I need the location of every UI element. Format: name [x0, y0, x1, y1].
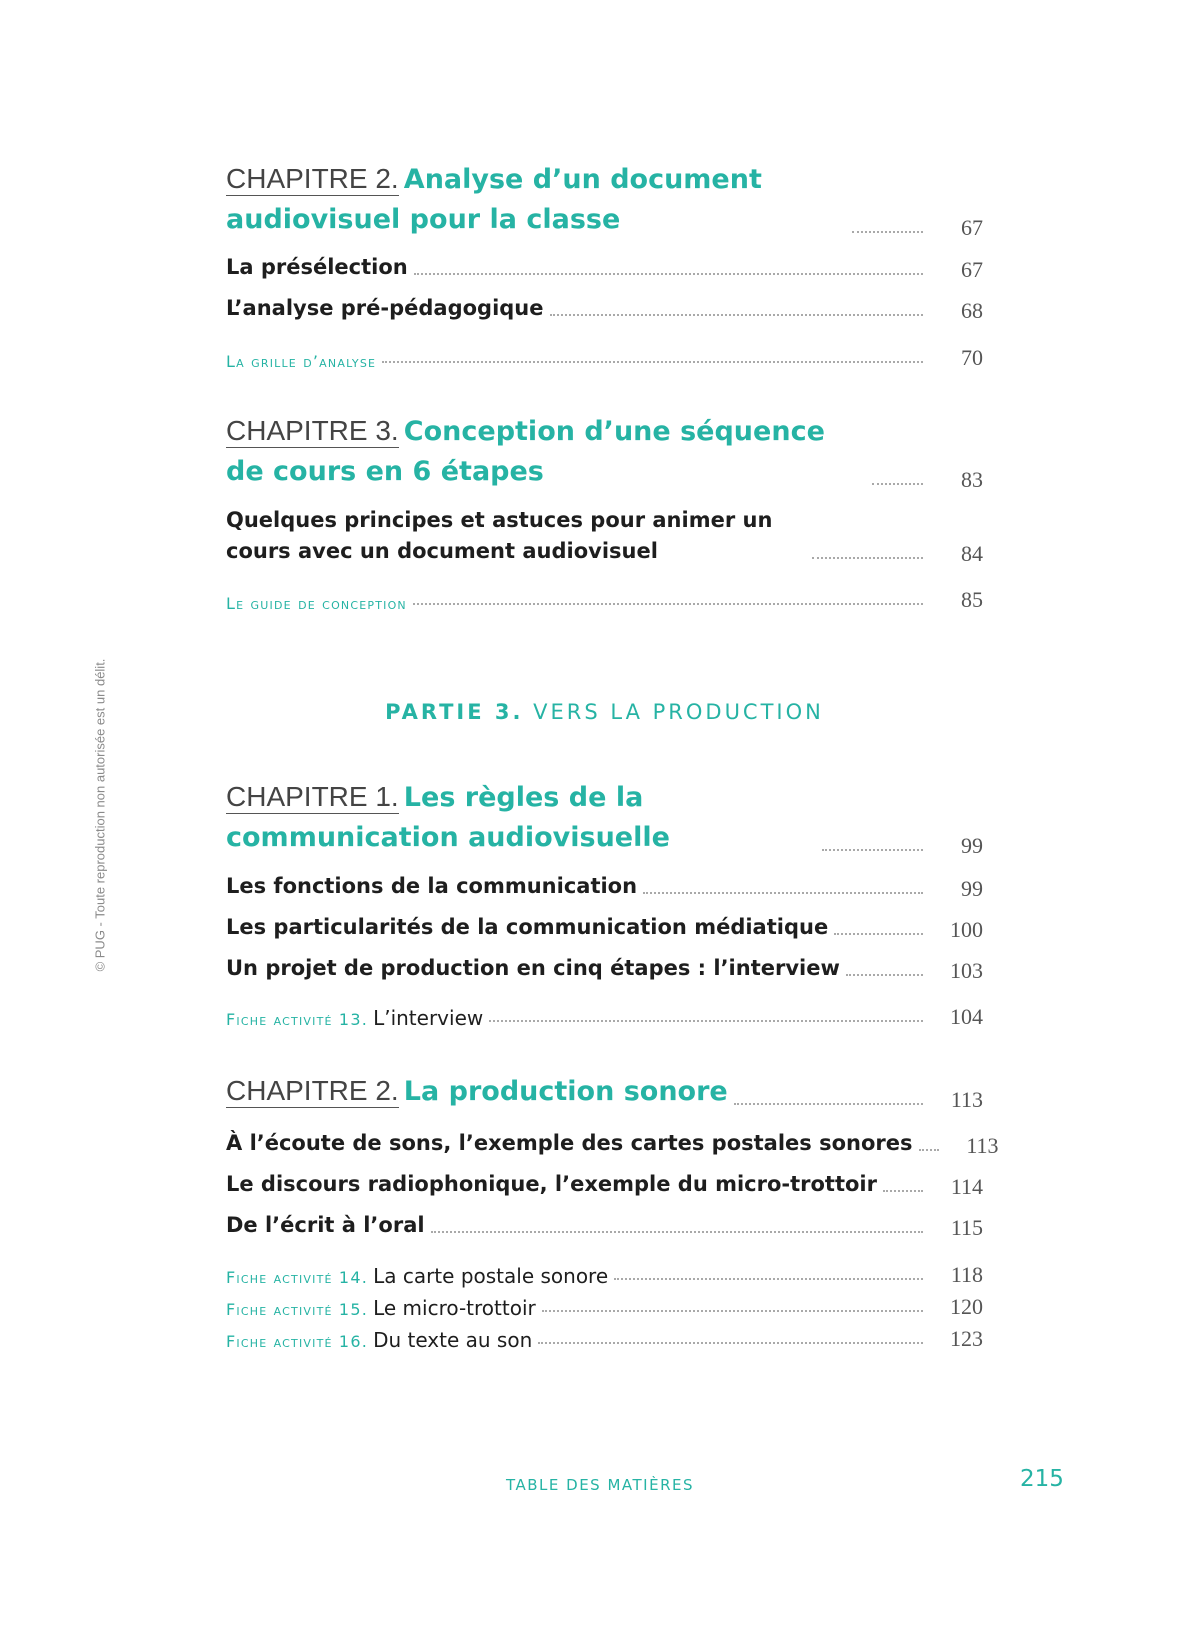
page-number: 103	[950, 958, 983, 983]
dot-leader	[431, 1231, 923, 1233]
page-number: 120	[950, 1294, 983, 1319]
toc-entry-section[interactable]	[226, 293, 983, 324]
dot-leader	[872, 483, 923, 485]
page-number: 68	[961, 298, 983, 323]
section-title: Les particularités de la communication médiatique	[226, 915, 829, 939]
tool-title: Le guide de conception	[226, 594, 407, 613]
toc-entry-section[interactable]	[226, 1169, 983, 1200]
dot-leader	[614, 1278, 923, 1280]
activity-prefix: Fiche activité 14.	[226, 1268, 368, 1287]
page-number: 84	[961, 541, 983, 566]
part-number: PARTIE 3.	[385, 700, 524, 724]
page-number: 67	[961, 257, 983, 282]
toc-entry-chapter[interactable]	[226, 778, 983, 859]
tool-title: La grille d’analyse	[226, 352, 377, 371]
toc-entry-activity[interactable]	[226, 1326, 983, 1352]
dot-leader	[822, 849, 923, 851]
toc-entry-section[interactable]	[226, 505, 983, 567]
dot-leader	[846, 974, 923, 976]
page-number: 114	[950, 1174, 983, 1199]
section-title: La présélection	[226, 255, 408, 279]
dot-leader	[919, 1149, 939, 1151]
page-number: 113	[950, 1087, 983, 1112]
page-number: 115	[950, 1215, 983, 1240]
dot-leader	[643, 892, 923, 894]
chapter-prefix: CHAPITRE 2.	[226, 1075, 399, 1106]
dot-leader	[734, 1103, 923, 1105]
page-number: 85	[961, 587, 983, 612]
section-title: Le discours radiophonique, l’exemple du micro-trottoir	[226, 1172, 877, 1196]
toc-entry-activity[interactable]	[226, 1262, 983, 1288]
chapter-prefix: CHAPITRE 1.	[226, 781, 399, 812]
activity-prefix: Fiche activité 13.	[226, 1010, 368, 1029]
toc-entry-section[interactable]	[226, 1128, 999, 1159]
page-number: 104	[950, 1004, 983, 1029]
toc-entry-section[interactable]	[226, 1210, 983, 1241]
dot-leader	[834, 933, 923, 935]
toc-entry-section[interactable]	[226, 912, 983, 943]
dot-leader	[812, 557, 923, 559]
chapter-title: Analyse d’un document audiovisuel pour la classe	[226, 164, 762, 235]
toc-entry-section[interactable]	[226, 953, 983, 984]
toc-entry-activity[interactable]	[226, 1004, 983, 1030]
dot-leader	[414, 273, 923, 275]
toc-entry-tool[interactable]	[226, 587, 983, 613]
page-number: 70	[961, 345, 983, 370]
page-number: 99	[961, 833, 983, 858]
page-number: 118	[950, 1262, 983, 1287]
copyright-notice: © PUG - Toute reproduction non autorisée est un délit.	[92, 658, 108, 972]
toc-entry-tool[interactable]	[226, 345, 983, 371]
page-number: 113	[966, 1133, 999, 1158]
dot-leader	[382, 361, 923, 363]
dot-leader	[542, 1310, 923, 1312]
page-number: 67	[961, 215, 983, 240]
section-title: Un projet de production en cinq étapes : l’interview	[226, 956, 840, 980]
section-title: L’analyse pré-pédagogique	[226, 296, 544, 320]
activity-title: L’interview	[373, 1006, 484, 1030]
activity-prefix: Fiche activité 15.	[226, 1300, 368, 1319]
activity-title: Du texte au son	[373, 1328, 533, 1352]
section-title: Les fonctions de la communication	[226, 874, 638, 898]
toc-entry-section[interactable]	[226, 871, 983, 902]
dot-leader	[413, 603, 923, 605]
page-number: 99	[961, 876, 983, 901]
activity-prefix: Fiche activité 16.	[226, 1332, 368, 1351]
toc-entry-chapter[interactable]	[226, 1072, 983, 1113]
dot-leader	[489, 1020, 923, 1022]
toc-entry-section[interactable]	[226, 252, 983, 283]
chapter-prefix: CHAPITRE 3.	[226, 415, 399, 446]
section-title: Quelques principes et astuces pour animer un cours avec un document audiovisuel	[226, 508, 773, 563]
dot-leader	[883, 1190, 923, 1192]
part-title: VERS LA PRODUCTION	[533, 700, 824, 724]
section-title: De l’écrit à l’oral	[226, 1213, 425, 1237]
dot-leader	[538, 1342, 923, 1344]
running-footer: TABLE DES MATIÈRES	[506, 1476, 694, 1494]
toc-entry-activity[interactable]	[226, 1294, 983, 1320]
page-number: 123	[950, 1326, 983, 1351]
chapter-title: La production sonore	[403, 1076, 728, 1107]
dot-leader	[550, 314, 923, 316]
toc-entry-chapter[interactable]	[226, 160, 983, 241]
activity-title: Le micro-trottoir	[373, 1296, 536, 1320]
page-number: 100	[950, 917, 983, 942]
section-title: À l’écoute de sons, l’exemple des cartes postales sonores	[226, 1131, 913, 1155]
chapter-title: Conception d’une séquence de cours en 6 étapes	[226, 416, 825, 487]
page-number: 83	[961, 467, 983, 492]
dot-leader	[852, 231, 923, 233]
part-heading	[226, 700, 983, 724]
chapter-prefix: CHAPITRE 2.	[226, 163, 399, 194]
activity-title: La carte postale sonore	[373, 1264, 609, 1288]
folio-page-number: 215	[1020, 1466, 1064, 1492]
chapter-title: Les règles de la communication audiovisuelle	[226, 782, 670, 853]
toc-entry-chapter[interactable]	[226, 412, 983, 493]
